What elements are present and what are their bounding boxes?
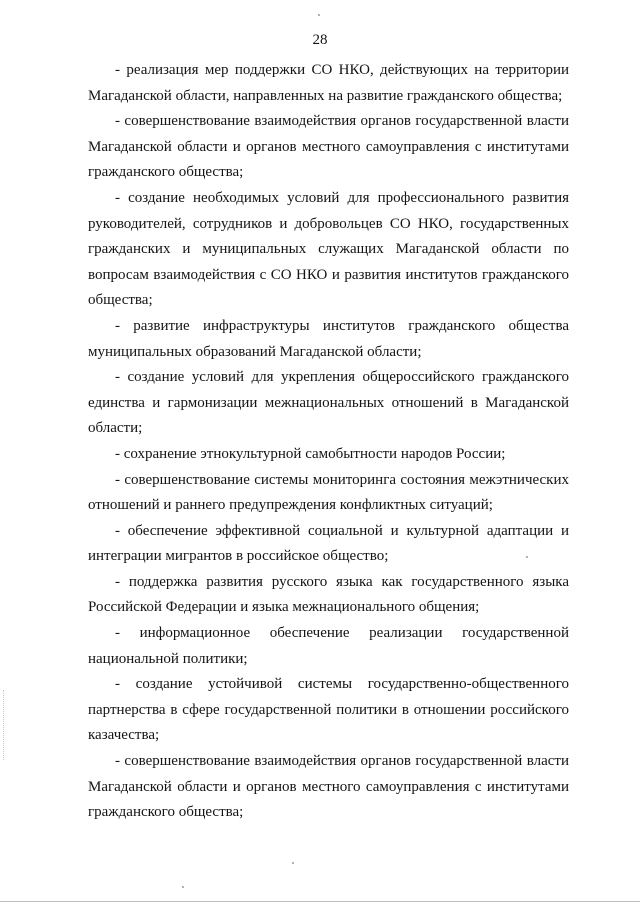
scan-speck — [182, 886, 184, 888]
scan-margin-marks — [3, 690, 6, 760]
list-item: - обеспечение эффективной социальной и культурной адаптации и интеграции мигрантов в российское общество; — [88, 522, 569, 565]
list-item: - сохранение этнокультурной самобытности народов России; — [115, 445, 506, 462]
list-item: - развитие инфраструктуры институтов гражданского общества муниципальных образований Магаданской области; — [88, 317, 569, 360]
list-item: - создание необходимых условий для профессионального развития руководителей, сотрудников и добровольцев СО НКО, государственных гражданских и муниципальных служащих Магаданской области по вопросам взаимодействия с СО НКО и развития институтов гражданского общества; — [88, 189, 569, 309]
scan-speck — [292, 862, 294, 864]
document-body — [88, 58, 569, 826]
list-item: - информационное обеспечение реализации государственной национальной политики; — [88, 625, 569, 667]
list-item: - реализация мер поддержки СО НКО, действующих на территории Магаданской области, направленных на развитие гражданского общества; — [88, 62, 569, 104]
list-item: - совершенствование взаимодействия органов государственной власти Магаданской области и органов местного самоуправления с институтами гражданского общества; — [88, 113, 569, 181]
scan-speck — [526, 556, 528, 558]
scan-speck — [318, 14, 320, 16]
list-item: - совершенствование взаимодействия органов государственной власти Магаданской области и органов местного самоуправления с институтами гражданского общества; — [88, 753, 569, 821]
list-item: - создание устойчивой системы государственно-общественного партнерства в сфере государственной политики в отношении российского казачества; — [88, 676, 569, 744]
list-item: - совершенствование системы мониторинга состояния межэтнических отношений и раннего предупреждения конфликтных ситуаций; — [88, 471, 569, 514]
scan-bottom-edge — [0, 901, 640, 902]
list-item: - поддержка развития русского языка как государственного языка Российской Федерации и языка межнационального общения; — [88, 573, 569, 616]
page-number: 28 — [312, 32, 328, 48]
list-item: - создание условий для укрепления общероссийского гражданского единства и гармонизации межнациональных отношений в Магаданской области; — [88, 369, 569, 437]
